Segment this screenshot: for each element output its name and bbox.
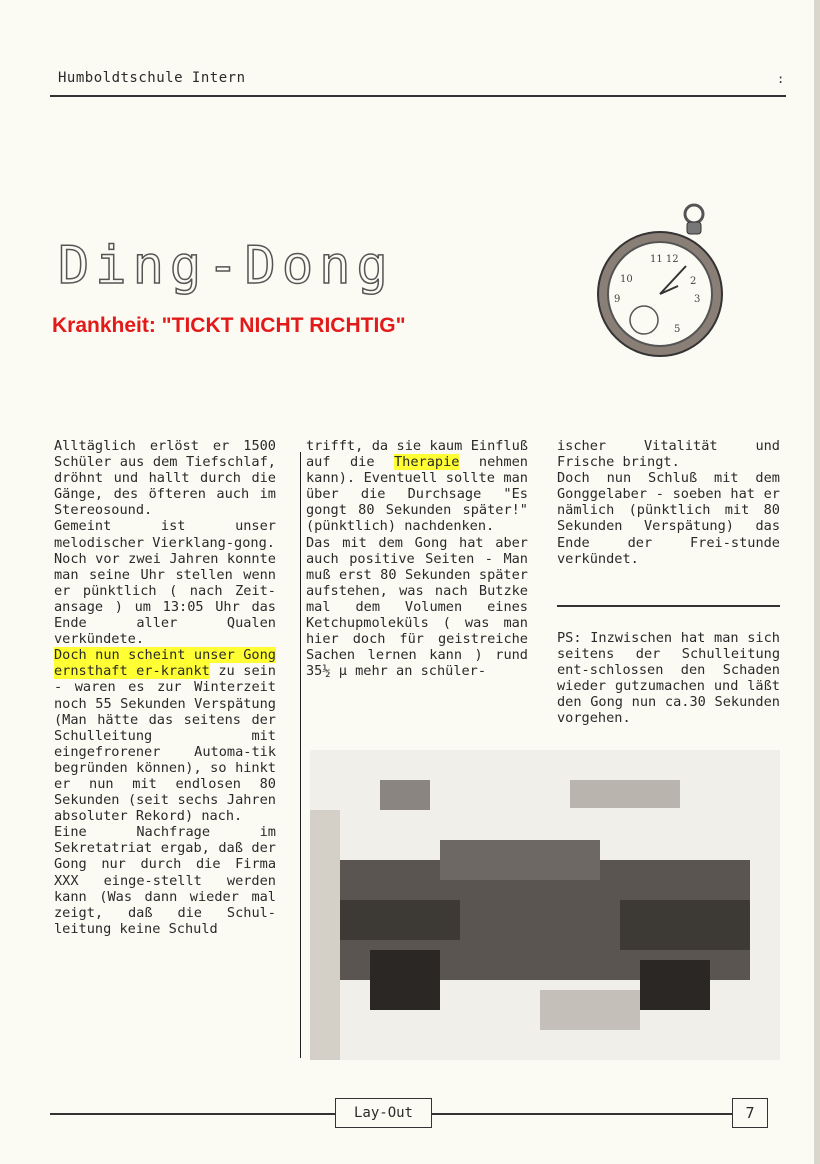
paragraph: Noch vor zwei Jahren konnte man seine Uhr stellen wenn er pünktlich ( nach Zeit-ansage ) um 13:05 Uhr das Ende aller Qualen verkündete. [54, 550, 276, 648]
article-column-1 [54, 438, 276, 937]
svg-text:5: 5 [674, 324, 681, 335]
postscript: PS: Inzwischen hat man sich seitens der Schulleitung ent-schlossen den Schaden wieder gutzumachen und läßt den Gong nun ca.30 Sekunden vorgehen. [557, 630, 780, 727]
svg-text:9: 9 [614, 294, 621, 305]
paragraph [54, 647, 276, 824]
article-column-2 [306, 438, 528, 679]
highlighted-text: Doch nun scheint unser Gong ernsthaft er-krankt [54, 647, 276, 680]
svg-text:10: 10 [620, 274, 633, 285]
footer-section-label: Lay-Out [335, 1098, 432, 1128]
paragraph: ischer Vitalität und Frische bringt. [557, 438, 780, 471]
footer-rule-left [50, 1113, 335, 1115]
paragraph-text: zu sein - waren es zur Winterzeit noch 55 Sekunden Verspätung (Man hätte das seitens der Schulleitung mit eingefrorener Automa-tik begründen können), so hinkt er nun mit endlosen 80 Sekunden (seit sechs Jahren absoluter Rekord) nach. [54, 663, 276, 825]
paragraph-text: trifft, da sie kaum Einfluß auf die [306, 438, 528, 471]
article-subtitle: Krankheit: "TICKT NICHT RICHTIG" [52, 314, 406, 337]
svg-text:11 12: 11 12 [650, 254, 679, 265]
paragraph: Das mit dem Gong hat aber auch positive Seiten - Man muß erst 80 Sekunden später aufstehen, was nach Butzke mal dem Volumen eines Ketchupmoleküls ( was man hier doch für geistreiche Sachen lernen kann ) rund 35½ µ mehr an schüler- [306, 534, 528, 680]
svg-text:3: 3 [694, 294, 701, 305]
paragraph: Eine Nachfrage im Sekretatriat ergab, daß der Gong nur durch die Firma XXX einge-stellt werden kann (Was dann wieder mal zeigt, daß die Schul-leitung keine Schuld [54, 824, 276, 937]
paragraph [306, 438, 528, 535]
paragraph: Gemeint ist unser melodischer Vierklang-gong. [54, 518, 276, 551]
column-divider [300, 452, 301, 1058]
highlighted-text: Therapie [393, 454, 460, 471]
header-title: Humboldtschule Intern [58, 70, 246, 86]
article-column-3 [557, 438, 780, 567]
pixelated-car-photo [310, 750, 780, 1060]
section-separator [557, 605, 780, 607]
paragraph: Alltäglich erlöst er 1500 Schüler aus dem Tiefschlaf, dröhnt und hallt durch die Gänge, des öfteren auch im Stereosound. [54, 438, 276, 519]
page-edge [814, 0, 820, 1164]
svg-text:2: 2 [690, 276, 697, 287]
paragraph-text: nehmen kann). Eventuell sollte man über die Durchsage "Es gongt 80 Sekunden später!" (pünktlich) nachdenken. [306, 454, 528, 535]
header-colon: : [777, 72, 785, 86]
page-number: 7 [732, 1098, 768, 1128]
paragraph: Doch nun Schluß mit dem Gonggelaber - soeben hat er nämlich (pünktlich mit 80 Sekunden Verspätung) das Ende der Frei-stunde verkündet. [557, 470, 780, 567]
footer-rule-right [432, 1113, 732, 1115]
article-title: Ding-Dong [58, 236, 394, 296]
header-rule [50, 95, 786, 97]
pocket-watch-icon [594, 198, 726, 370]
